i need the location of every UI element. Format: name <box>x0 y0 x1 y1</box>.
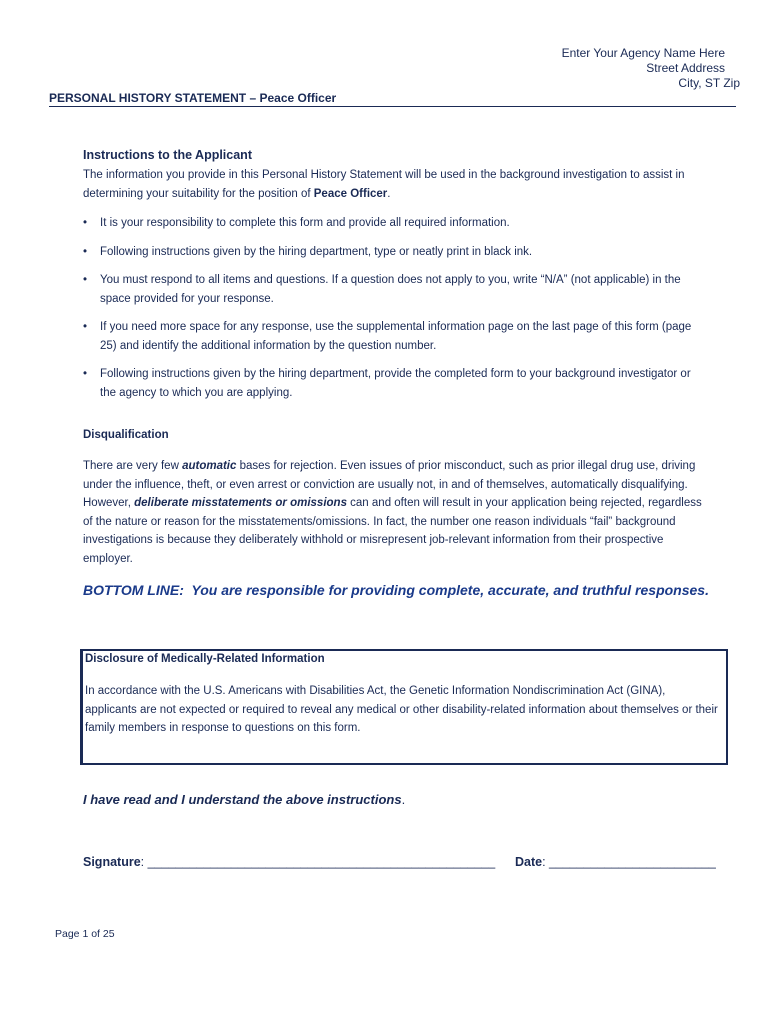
disq-emphasis-automatic: automatic <box>182 460 237 472</box>
disq-text-part1: There are very few <box>83 460 183 472</box>
instructions-intro <box>83 166 713 203</box>
intro-text-end: . <box>387 187 391 200</box>
intro-text-part1: The information you provide in this Personal History Statement will be used in the background investigation to assist in determining your suitability for the position of <box>83 169 685 200</box>
page-number: Page 1 of 25 <box>55 928 115 940</box>
acknowledgement-statement <box>83 792 405 807</box>
bullet-icon: • <box>83 245 88 258</box>
title-divider <box>49 106 736 107</box>
list-item <box>83 271 698 308</box>
agency-address-block <box>562 46 740 91</box>
bullet-icon: • <box>83 321 88 333</box>
bottom-line-text: You are responsible for providing complete, accurate, and truthful responses. <box>183 582 709 598</box>
intro-position: Peace Officer <box>313 187 388 200</box>
date-label: Date <box>515 855 543 869</box>
instructions-heading: Instructions to the Applicant <box>83 148 252 162</box>
disq-text-part3: can and often will result in your application being rejected, regardless of the nature or reason for the misstatements/omissions. In fact, the number one reason individuals “fail” background investigations is because they deliberately withhold or misrepresent job-relevant information from their prospective employer. <box>83 497 702 565</box>
list-item-text: If you need more space for any response, use the supplemental information page on the last page of this form (page 25) and identify the additional information by the question number. <box>100 321 692 352</box>
disq-emphasis-misstatements: deliberate misstatements or omissions <box>134 497 347 509</box>
agency-name: Enter Your Agency Name Here <box>561 46 725 60</box>
list-item <box>83 243 698 262</box>
agency-street: Street Address <box>646 61 725 75</box>
list-item-text: Following instructions given by the hiring department, type or neatly print in black ink. <box>100 245 533 258</box>
disqualification-text <box>83 457 703 568</box>
acknowledgement-text: I have read and I understand the above instructions <box>83 792 402 807</box>
signature-label: Signature <box>83 855 141 869</box>
signature-field[interactable] <box>83 855 495 869</box>
list-item <box>83 365 698 402</box>
bullet-icon: • <box>83 368 88 380</box>
disq-text-part2: bases for rejection. Even issues of prior misconduct, such as prior illegal drug use, driving under the influence, theft, or even arrest or conviction are usually not, in and of themselves, automatically disqualifying. However, <box>83 460 696 509</box>
agency-city: City, ST Zip <box>678 76 740 90</box>
signature-line[interactable]: : __________________________________________________ <box>140 855 496 869</box>
bullet-icon: • <box>83 217 88 229</box>
list-item-text: Following instructions given by the hiring department, provide the completed form to your background investigator or the agency to which you are applying. <box>100 368 691 399</box>
list-item-text: You must respond to all items and questions. If a question does not apply to you, write “N/A” (not applicable) in the space provided for your response. <box>100 274 681 305</box>
list-item <box>83 214 698 233</box>
document-title: PERSONAL HISTORY STATEMENT – Peace Officer <box>49 91 337 105</box>
acknowledgement-end: . <box>401 792 406 807</box>
disqualification-heading: Disqualification <box>83 429 169 441</box>
bottom-line-label: BOTTOM LINE <box>83 582 180 598</box>
date-line[interactable]: : ________________________ <box>542 855 716 869</box>
bottom-line-statement <box>83 582 709 598</box>
list-item <box>83 318 698 355</box>
date-field[interactable] <box>515 855 716 869</box>
bullet-icon: • <box>83 274 88 286</box>
instructions-list <box>83 214 698 412</box>
bottom-line-colon: : <box>179 582 184 598</box>
disclosure-text: In accordance with the U.S. Americans with Disabilities Act, the Genetic Information Nondiscrimination Act (GINA), applicants are not expected or required to reveal any medical or other disability-related information about themselves or their family members in response to questions on this form. <box>85 685 718 734</box>
list-item-text: It is your responsibility to complete this form and provide all required information. <box>100 217 510 229</box>
disclosure-title: Disclosure of Medically-Related Information <box>85 653 325 665</box>
disclosure-box <box>80 649 728 765</box>
